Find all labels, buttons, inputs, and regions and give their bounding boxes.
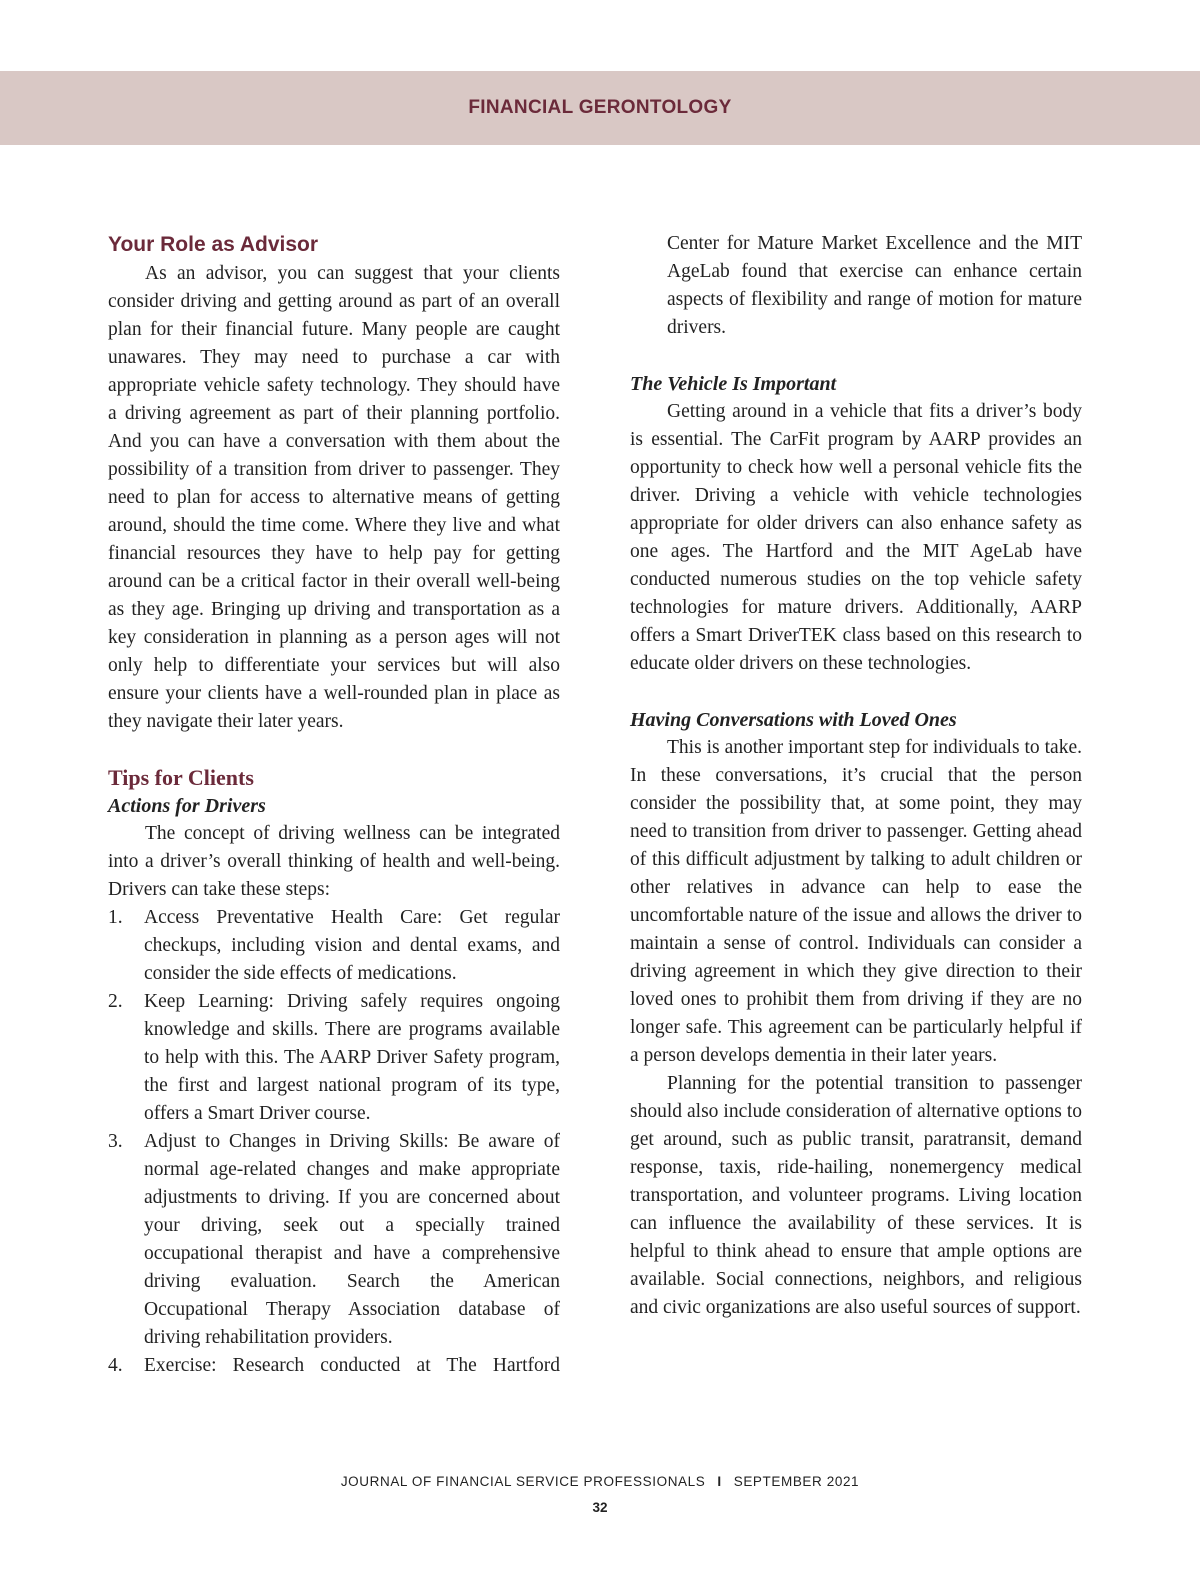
list-item xyxy=(108,904,560,988)
vehicle-paragraph: Getting around in a vehicle that fits a driver’s body is essential. The CarFit program by AARP provides an opportunity to check how well a personal vehicle fits the driver. Driving a vehicle with vehicle technologies appropriate for older drivers can also enhance safety as one ages. The Hartford and the MIT AgeLab have conducted numerous studies on the top vehicle safety technologies for mature drivers. Additionally, AARP offers a Smart DriverTEK class based on this research to educate older drivers on these technologies. xyxy=(630,401,1082,674)
actions-heading: Actions for Drivers xyxy=(108,795,266,817)
step-text: Keep Learning: Driving safely requires ongoing knowledge and skills. There are programs available to help with this. The AARP Driver Safety program, the first and largest national program of its type, offers a Smart Driver course. xyxy=(144,991,560,1124)
planning-paragraph: Planning for the potential transition to passenger should also include consideration of alternative options to get around, such as public transit, paratransit, demand response, taxis, ride-hailing, nonemergency medical transportation, and volunteer programs. Living location can influence the availability of these services. It is helpful to think ahead to ensure that ample options are available. Social connections, neighbors, and religious and civic organizations are also useful sources of support. xyxy=(630,1073,1082,1318)
conversations-heading: Having Conversations with Loved Ones xyxy=(630,709,957,731)
step-number: 4. xyxy=(108,1355,123,1376)
list-item xyxy=(108,1128,560,1352)
role-paragraph: As an advisor, you can suggest that your clients consider driving and getting around as part of an overall plan for their financial future. Many people are caught unawares. They may need to purchase a car with appropriate vehicle safety technology. They should have a driving agreement as part of their planning portfolio. And you can have a conversation with them about the possibility of a transition from driver to passenger. They need to plan for access to alternative means of getting around, should the time come. Where they live and what financial resources they have to help pay for getting around can be a critical factor in their overall well-being as they age. Bringing up driving and transportation as a key consideration in planning as a person ages will not only help to differentiate your services but will also ensure your clients have a well-rounded plan in place as they navigate their later years. xyxy=(108,263,560,732)
exercise-continued: Center for Mature Market Excellence and the MIT AgeLab found that exercise can enhance certain aspects of flexibility and range of motion for mature drivers. xyxy=(667,233,1082,338)
page-number: 32 xyxy=(592,1500,608,1515)
vehicle-heading: The Vehicle Is Important xyxy=(630,373,837,395)
list-item xyxy=(108,988,560,1128)
journal-name: JOURNAL OF FINANCIAL SERVICE PROFESSIONALS xyxy=(340,1474,706,1489)
steps-list xyxy=(108,904,560,1380)
step-text: Exercise: Research conducted at The Hartford xyxy=(144,1355,560,1376)
step-number: 3. xyxy=(108,1131,123,1152)
actions-intro: The concept of driving wellness can be integrated into a driver’s overall thinking of health and well-being. Drivers can take these steps: xyxy=(108,823,560,900)
footer-journal-line xyxy=(0,1474,1200,1489)
step-number: 1. xyxy=(108,907,123,928)
step-text: Adjust to Changes in Driving Skills: Be aware of normal age-related changes and make appropriate adjustments to driving. If you are concerned about your driving, seek out a specially trained occupational therapist and have a comprehensive driving evaluation. Search the American Occupational Therapy Association database of driving rehabilitation providers. xyxy=(144,1131,560,1348)
conversations-paragraph: This is another important step for individuals to take. In these conversations, it’s crucial that the person consider the possibility that, at some point, they may need to transition from driver to passenger. Getting ahead of this difficult adjustment by talking to adult children or other relatives in advance can help to ease the uncomfortable nature of the issue and allows the driver to maintain a sense of control. Individuals can consider a driving agreement in which they give direction to their loved ones to prohibit them from driving if they are no longer safe. This agreement can be particularly helpful if a person develops dementia in their later years. xyxy=(630,737,1082,1066)
step-number: 2. xyxy=(108,991,123,1012)
section-banner xyxy=(0,71,1200,145)
tips-heading: Tips for Clients xyxy=(108,765,254,790)
right-column xyxy=(630,230,1082,1322)
step-text: Access Preventative Health Care: Get regular checkups, including vision and dental exams, and consider the side effects of medications. xyxy=(144,907,560,984)
list-item xyxy=(108,1352,560,1380)
role-heading: Your Role as Advisor xyxy=(108,233,319,256)
section-title: FINANCIAL GERONTOLOGY xyxy=(468,97,732,118)
issue-date: SEPTEMBER 2021 xyxy=(733,1474,860,1489)
left-column xyxy=(108,230,560,1380)
footer-separator: I xyxy=(717,1474,722,1489)
